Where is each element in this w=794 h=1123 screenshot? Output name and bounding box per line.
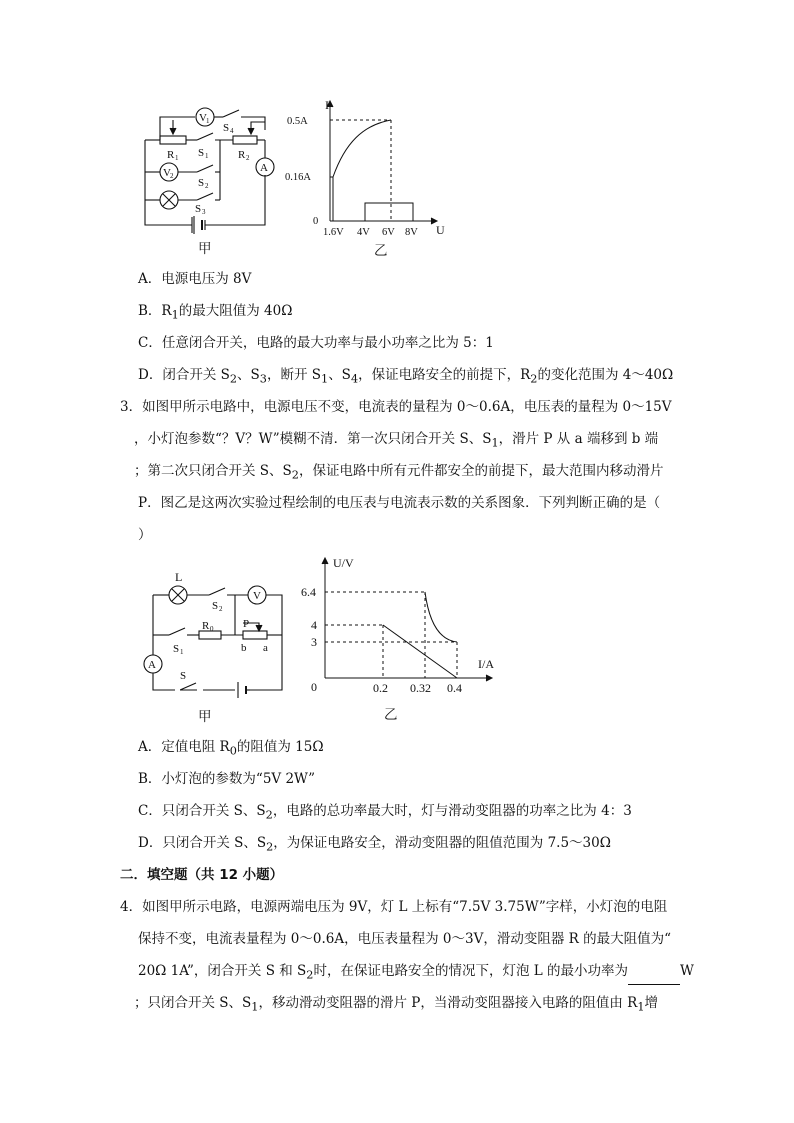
q3-s1-sub: 1 (180, 648, 184, 656)
q2-s3-sub: 3 (202, 208, 206, 216)
q2-graph-xtick-2: 6V (382, 227, 395, 238)
q2-s4-label: S (223, 122, 230, 134)
q2-circuit-figure (135, 100, 285, 260)
q4-answer-blank[interactable] (628, 970, 680, 985)
q3-graph-xtick-2: 0.4 (447, 681, 462, 695)
q2-s2-sub: 2 (205, 182, 209, 190)
q3-b-label: b (241, 642, 247, 654)
q2-s1-sub: 1 (205, 152, 209, 160)
q2-graph-ytick-1: 0.16A (285, 172, 311, 183)
q3-p-label: P (243, 618, 250, 630)
q4-line-4: ；只闭合开关 S、$S_1$，移动滑动变阻器的滑片 P，当滑动变阻器接入电路的阻值由 $R_1$增 (134, 995, 658, 1014)
q2-fig-yi-caption: 乙 (374, 243, 388, 259)
q3-graph-axis-y: U/V (333, 556, 354, 570)
q2-ammeter-label: A (260, 162, 268, 174)
q3-graph-ytick-1: 4 (311, 618, 317, 632)
q3-ammeter-label: A (148, 659, 156, 671)
q2-r1-label: R (167, 149, 175, 161)
q2-graph-ytick-0: 0.5A (287, 116, 308, 127)
q3-fig-yi-caption: 乙 (384, 707, 398, 723)
q3-line-3: ；第二次只闭合开关 S、$S_2$，保证电路中所有元件都安全的前提下，最大范围内移动滑片 (134, 463, 664, 482)
q3-line-5: ） (138, 527, 152, 543)
q2-graph-xtick-3: 8V (405, 227, 418, 238)
q2-r2-label: R (238, 149, 246, 161)
q3-option-c: C．只闭合开关 S、$S_2$，电路的总功率最大时，灯与滑动变阻器的功率之比为 4：3 (138, 803, 632, 822)
q3-lamp-label: L (175, 570, 183, 584)
q2-v1-label: V (199, 112, 207, 124)
q2-s3-label: S (195, 203, 202, 215)
q3-s2-label: S (212, 600, 219, 612)
q2-s4-sub: 4 (230, 127, 234, 135)
q3-graph-figure (295, 550, 505, 700)
q2-r2-sub: 2 (246, 154, 250, 162)
q2-option-d: D．闭合开关 $S_2$、$S_3$，断开 $S_1$、$S_4$，保证电路安全的前提下，$R_2$的变化范围为 4～40Ω (138, 367, 674, 386)
q3-graph-ytick-0: 6.4 (301, 585, 316, 599)
q3-s-label: S (180, 670, 187, 682)
q3-r0-sub: 0 (210, 625, 214, 633)
q3-graph-ytick-2: 3 (311, 635, 317, 649)
q3-graph-axis-x: I/A (478, 657, 494, 671)
q2-s2-label: S (198, 177, 205, 189)
q3-option-a: A．定值电阻 $R_0$的阻值为 15Ω (138, 739, 324, 758)
q2-option-a: A．电源电压为 8V (138, 271, 252, 287)
q2-graph-xtick-1: 4V (357, 227, 370, 238)
q2-graph-axis-x: U (436, 223, 445, 237)
q2-graph-xtick-0: 1.6V (323, 227, 344, 238)
q3-graph-origin: 0 (311, 680, 317, 694)
q3-s1-label: S (173, 643, 180, 655)
q3-r0-label: R (202, 620, 210, 632)
q4-line-2: 保持不变，电流表量程为 0～0.6A，电压表量程为 0～3V，滑动变阻器 R 的最大阻值为“ (138, 931, 671, 947)
q3-fig-jia-caption: 甲 (198, 709, 212, 725)
q4-line-3: 20Ω 1A”，闭合开关 S 和 $S_2$时，在保证电路安全的情况下，灯泡 L 的最小功率为 W (138, 962, 694, 985)
q3-line-4: P．图乙是这两次实验过程绘制的电压表与电流表示数的关系图象．下列判断正确的是（ (138, 495, 661, 511)
q2-r1-sub: 1 (175, 154, 179, 162)
q2-v2-sub: 2 (170, 172, 174, 180)
q3-line-2: ，小灯泡参数“？V？W”模糊不清．第一次只闭合开关 S、$S_1$，滑片 P 从 a 端移到 b 端 (134, 431, 659, 450)
q3-circuit-svg (135, 565, 295, 705)
q2-v1-sub: 1 (206, 117, 210, 125)
q2-graph-svg (285, 95, 455, 240)
q3-graph-svg (295, 550, 505, 700)
q2-v2-label: V (163, 167, 171, 179)
q2-graph-origin: 0 (313, 216, 319, 227)
section-title-fill-blank: 二．填空题（共 12 小题） (120, 867, 284, 883)
q3-graph-xtick-0: 0.2 (373, 681, 388, 695)
q3-option-d: D．只闭合开关 S、$S_2$，为保证电路安全，滑动变阻器的阻值范围为 7.5～30Ω (138, 835, 611, 854)
q3-circuit-figure (135, 565, 295, 705)
q2-option-c: C．任意闭合开关，电路的最大功率与最小功率之比为 5：1 (138, 335, 494, 351)
q2-circuit-svg (135, 100, 285, 260)
q2-graph-figure (285, 95, 455, 240)
q2-s1-label: S (198, 147, 205, 159)
q3-line-1: 3．如图甲所示电路中，电源电压不变，电流表的量程为 0～0.6A，电压表的量程为 0～15V (120, 399, 672, 415)
q3-option-b: B．小灯泡的参数为“5V 2W” (138, 771, 316, 787)
q3-a-label: a (263, 642, 268, 654)
q2-graph-axis-y: I (325, 98, 329, 112)
q2-fig-jia-caption: 甲 (198, 241, 212, 257)
q4-line-1: 4．如图甲所示电路，电源两端电压为 9V，灯 L 上标有“7.5V 3.75W”字样，小灯泡的电阻 (120, 899, 668, 915)
q2-option-b: B．$R_1$的最大阻值为 40Ω (138, 303, 293, 322)
q3-voltmeter-label: V (253, 590, 261, 602)
q3-s2-sub: 2 (219, 605, 223, 613)
q3-graph-xtick-1: 0.32 (410, 681, 431, 695)
